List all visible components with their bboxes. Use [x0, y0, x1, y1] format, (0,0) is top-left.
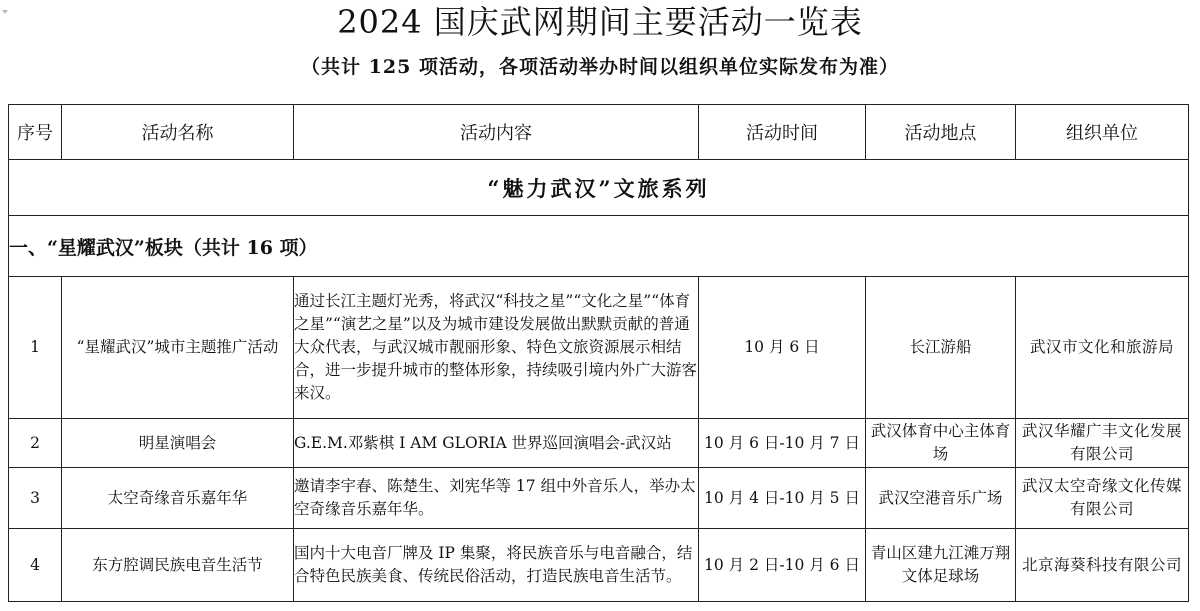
cell-no: 3	[9, 468, 62, 529]
section-row	[9, 216, 1189, 277]
table-row	[9, 277, 1189, 419]
activity-table	[8, 104, 1189, 602]
table-header-row	[9, 105, 1189, 160]
cell-place: 武汉体育中心主体育场	[866, 419, 1016, 468]
header-org: 组织单位	[1016, 105, 1189, 160]
cell-content: G.E.M.邓紫棋 I AM GLORIA 世界巡回演唱会-武汉站	[294, 419, 699, 468]
cell-content: 邀请李宇春、陈楚生、刘宪华等 17 组中外音乐人，举办太空奇缘音乐嘉年华。	[294, 468, 699, 529]
cell-content: 通过长江主题灯光秀，将武汉“科技之星”“文化之星”“体育之星”“演艺之星”以及为城市建设发展做出默默贡献的普通大众代表，与武汉城市靓丽形象、特色文旅资源展示相结合，进一步提升城市的整体形象，持续吸引境内外广大游客来汉。	[294, 277, 699, 419]
table-row	[9, 468, 1189, 529]
cell-time: 10 月 2 日-10 月 6 日	[699, 529, 866, 602]
cell-name: 东方腔调民族电音生活节	[62, 529, 294, 602]
cell-time: 10 月 4 日-10 月 5 日	[699, 468, 866, 529]
cell-no: 4	[9, 529, 62, 602]
page-title: 2024 国庆武网期间主要活动一览表	[337, 3, 863, 41]
cell-content: 国内十大电音厂牌及 IP 集聚，将民族音乐与电音融合，结合特色民族美食、传统民俗活动，打造民族电音生活节。	[294, 529, 699, 602]
cell-name: 明星演唱会	[62, 419, 294, 468]
header-content: 活动内容	[294, 105, 699, 160]
table-row	[9, 529, 1189, 602]
header-time: 活动时间	[699, 105, 866, 160]
header-place: 活动地点	[866, 105, 1016, 160]
cell-no: 2	[9, 419, 62, 468]
section-title: 一、“星耀武汉”板块（共计 16 项）	[9, 216, 1189, 277]
page-subtitle: （共计 125 项活动，各项活动举办时间以组织单位实际发布为准）	[301, 56, 899, 78]
cell-place: 长江游船	[866, 277, 1016, 419]
table-row	[9, 419, 1189, 468]
cell-time: 10 月 6 日	[699, 277, 866, 419]
series-row	[9, 160, 1189, 216]
series-title: “魅力武汉”文旅系列	[9, 160, 1189, 216]
cell-place: 青山区建九江滩万翔文体足球场	[866, 529, 1016, 602]
cell-org: 武汉市文化和旅游局	[1016, 277, 1189, 419]
header-name: 活动名称	[62, 105, 294, 160]
cell-name: “星耀武汉”城市主题推广活动	[62, 277, 294, 419]
cell-org: 北京海葵科技有限公司	[1016, 529, 1189, 602]
cell-time: 10 月 6 日-10 月 7 日	[699, 419, 866, 468]
cell-no: 1	[9, 277, 62, 419]
cell-org: 武汉太空奇缘文化传媒有限公司	[1016, 468, 1189, 529]
cell-name: 太空奇缘音乐嘉年华	[62, 468, 294, 529]
cell-place: 武汉空港音乐广场	[866, 468, 1016, 529]
cell-org: 武汉华耀广丰文化发展有限公司	[1016, 419, 1189, 468]
header-no: 序号	[9, 105, 62, 160]
